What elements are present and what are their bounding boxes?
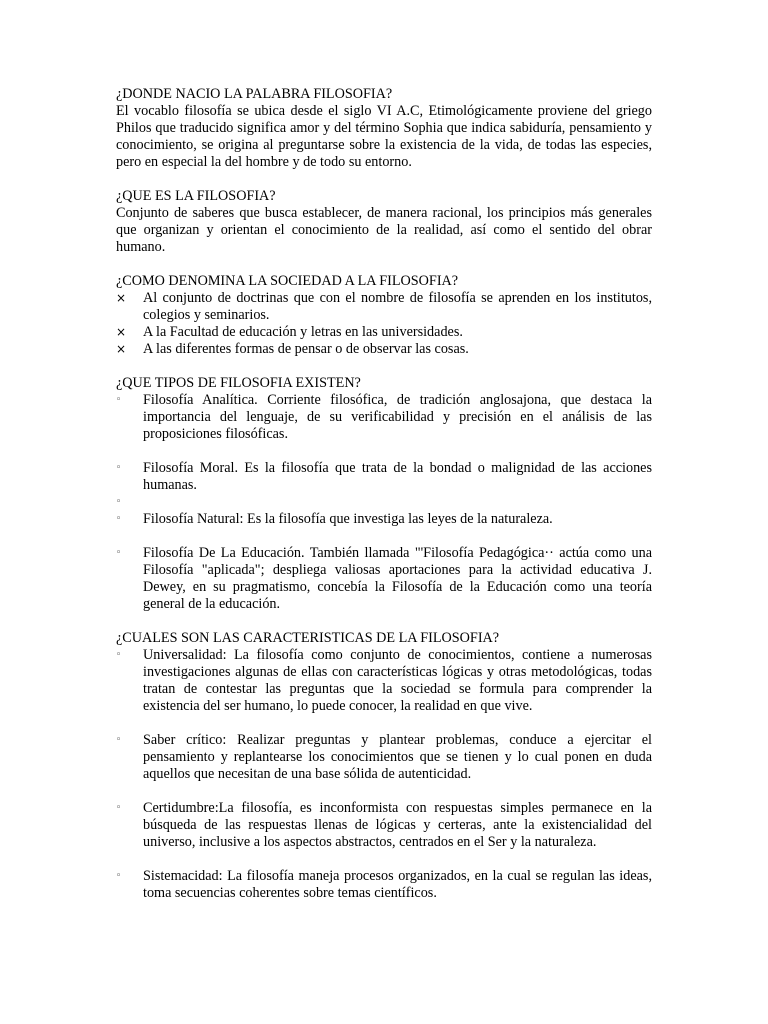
section-heading: ¿COMO DENOMINA LA SOCIEDAD A LA FILOSOFIA?: [116, 273, 459, 289]
list-item-text: Filosofía Natural: Es la filosofía que investiga las leyes de la naturaleza.: [143, 511, 553, 527]
circle-bullet-icon: ◦: [116, 548, 122, 558]
list-item: [116, 324, 652, 341]
circle-bullet-icon: ◦: [116, 463, 122, 473]
list-item: [116, 511, 652, 528]
list-item-text: A las diferentes formas de pensar o de observar las cosas.: [143, 341, 469, 357]
circle-bullet-icon: ◦: [116, 514, 122, 524]
list-item: [116, 290, 652, 324]
section-heading: ¿QUE TIPOS DE FILOSOFIA EXISTEN?: [116, 375, 361, 391]
list-item: [116, 868, 652, 902]
list-item: [116, 647, 652, 715]
circle-bullet-icon: ◦: [116, 803, 122, 813]
circle-bullet-icon: ◦: [116, 871, 122, 881]
list-item-text: Saber crítico: Realizar preguntas y plantear problemas, conduce a ejercitar el pensamiento y replantearse los conocimientos que se tienen y lo cual ponen en duda aquellos que necesitan de una base sólida de autenticidad.: [143, 732, 652, 782]
circle-bullet-icon: ◦: [116, 497, 122, 507]
bullet-list: [116, 392, 652, 613]
list-item: [116, 341, 652, 358]
cross-bullet-icon: ×: [116, 325, 127, 339]
section-definition: [116, 188, 652, 256]
circle-bullet-icon: ◦: [116, 735, 122, 745]
list-item: [116, 494, 652, 511]
section-characteristics: [116, 630, 652, 902]
section-heading: ¿CUALES SON LAS CARACTERISTICAS DE LA FILOSOFIA?: [116, 630, 500, 646]
section-origin: [116, 86, 652, 171]
list-item: [116, 545, 652, 613]
document-body: [116, 86, 652, 919]
list-item: [116, 460, 652, 494]
list-item: [116, 800, 652, 851]
list-item-text: Al conjunto de doctrinas que con el nombre de filosofía se aprenden en los institutos, colegios y seminarios.: [143, 290, 652, 323]
list-item-text: Filosofía Moral. Es la filosofía que trata de la bondad o malignidad de las acciones humanas.: [143, 460, 652, 493]
list-item-text: Filosofía Analítica. Corriente filosófica, de tradición anglosajona, que destaca la importancia del lenguaje, de su verificabilidad y precisión en el análisis de las proposiciones filosóficas.: [143, 392, 652, 442]
section-heading: ¿DONDE NACIO LA PALABRA FILOSOFIA?: [116, 86, 393, 102]
list-item-text: Sistemacidad: La filosofía maneja procesos organizados, en la cual se regulan las ideas, toma secuencias coherentes sobre temas científicos.: [143, 868, 652, 901]
section-types: [116, 375, 652, 613]
section-paragraph: El vocablo filosofía se ubica desde el siglo VI A.C, Etimológicamente proviene del griego Philos que traducido significa amor y del término Sophia que indica sabiduría, pensamiento y conocimiento, se origina al preguntarse sobre la existencia de la vida, de todas las especies, pero en especial la del hombre y de todo su entorno.: [116, 103, 652, 170]
list-item-text: Certidumbre:La filosofía, es inconformista con respuestas simples permanece en la búsqueda de las respuestas llenas de lógicas y certeras, ante la existencialidad del universo, inclusive a los aspectos abstractos, centrados en el Ser y la naturaleza.: [143, 800, 652, 850]
list-item: [116, 732, 652, 783]
bullet-list: [116, 290, 652, 358]
list-item: [116, 392, 652, 443]
bullet-list: [116, 647, 652, 902]
cross-bullet-icon: ×: [116, 342, 127, 356]
circle-bullet-icon: ◦: [116, 395, 122, 405]
cross-bullet-icon: ×: [116, 291, 127, 305]
circle-bullet-icon: ◦: [116, 650, 122, 660]
section-heading: ¿QUE ES LA FILOSOFIA?: [116, 188, 276, 204]
section-paragraph: Conjunto de saberes que busca establecer, de manera racional, los principios más generales que organizan y orientan el conocimiento de la realidad, así como el sentido del obrar humano.: [116, 205, 652, 255]
list-item-text: Filosofía De La Educación. También llamada "'Filosofía Pedagógica·· actúa como una Filosofía "aplicada"; despliega valiosas aportaciones para la actividad educativa J. Dewey, en su pragmatismo, concebía la Filosofía de la Educación como una teoría general de la educación.: [143, 545, 652, 612]
list-item-text: A la Facultad de educación y letras en las universidades.: [143, 324, 463, 340]
list-item-text: Universalidad: La filosofía como conjunto de conocimientos, contiene a numerosas investigaciones algunas de ellas con características lógicas y otras metodológicas, todas tratan de contestar las preguntas que la sociedad se formula para comprender la existencia del ser humano, lo puede conocer, la realidad en que vive.: [143, 647, 652, 714]
section-society-names: [116, 273, 652, 358]
